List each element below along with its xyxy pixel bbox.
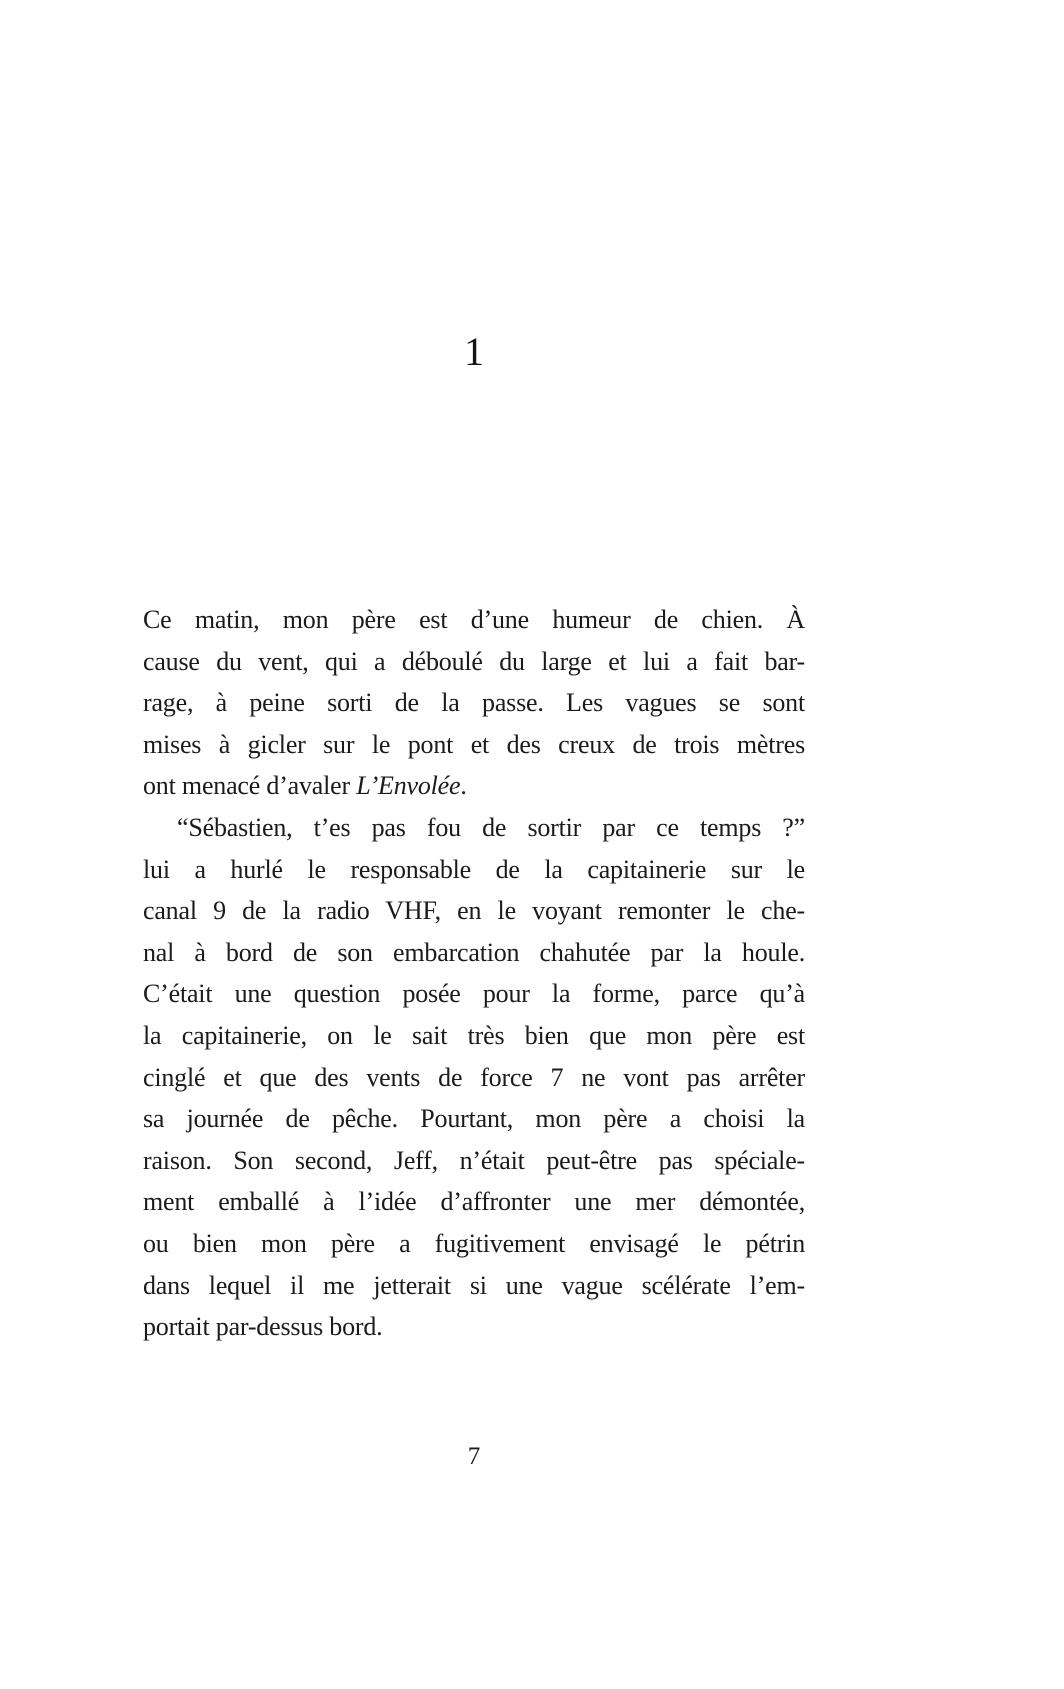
- text-segment: ment emballé à l’idée d’affronter une mer démontée,: [143, 1187, 805, 1217]
- text-segment: portait par-dessus bord.: [143, 1312, 383, 1342]
- text-line: [143, 1306, 805, 1348]
- text-segment: nal à bord de son embarcation chahutée par la houle.: [143, 937, 805, 967]
- text-segment: la capitainerie, on le sait très bien que mon père est: [143, 1020, 805, 1050]
- text-line: [143, 1181, 805, 1223]
- text-line: [143, 724, 805, 766]
- text-line: [143, 641, 805, 683]
- text-line: [143, 890, 805, 932]
- italic-text: L’Envolée: [356, 771, 461, 801]
- text-line: [143, 599, 805, 641]
- paragraph: [143, 599, 805, 807]
- text-line: [143, 682, 805, 724]
- text-segment: mises à gicler sur le pont et des creux de trois mètres: [143, 729, 805, 759]
- text-line: [143, 1140, 805, 1182]
- text-line: [143, 1015, 805, 1057]
- text-segment: sa journée de pêche. Pourtant, mon père a choisi la: [143, 1104, 805, 1134]
- text-line: [143, 1098, 805, 1140]
- text-line: [143, 932, 805, 974]
- text-segment: lui a hurlé le responsable de la capitainerie sur le: [143, 854, 805, 884]
- text-line: [143, 1265, 805, 1307]
- text-segment: rage, à peine sorti de la passe. Les vagues se sont: [143, 688, 805, 718]
- chapter-number: 1: [464, 329, 484, 374]
- text-line: [143, 765, 805, 807]
- text-segment: .: [460, 771, 467, 801]
- text-segment: Ce matin, mon père est d’une humeur de chien. À: [143, 605, 805, 634]
- text-segment: raison. Son second, Jeff, n’était peut-être pas spéciale-: [143, 1145, 805, 1175]
- text-line: [143, 807, 805, 849]
- text-line: [143, 849, 805, 891]
- text-segment: ou bien mon père a fugitivement envisagé le pétrin: [143, 1228, 805, 1258]
- text-segment: “Sébastien, t’es pas fou de sortir par ce temps ?”: [177, 812, 805, 842]
- text-segment: canal 9 de la radio VHF, en le voyant remonter le che-: [143, 896, 805, 926]
- text-segment: cause du vent, qui a déboulé du large et lui a fait bar-: [143, 646, 805, 676]
- text-line: [143, 1223, 805, 1265]
- text-block: [143, 599, 805, 1348]
- text-line: [143, 973, 805, 1015]
- page-number: 7: [467, 1443, 481, 1470]
- text-line: [143, 1057, 805, 1099]
- text-segment: dans lequel il me jetterait si une vague scélérate l’em-: [143, 1270, 805, 1300]
- text-segment: ont menacé d’avaler: [143, 771, 357, 801]
- paragraph: [143, 807, 805, 1348]
- text-segment: cinglé et que des vents de force 7 ne vont pas arrêter: [143, 1062, 805, 1092]
- text-segment: C’était une question posée pour la forme, parce qu’à: [143, 979, 805, 1009]
